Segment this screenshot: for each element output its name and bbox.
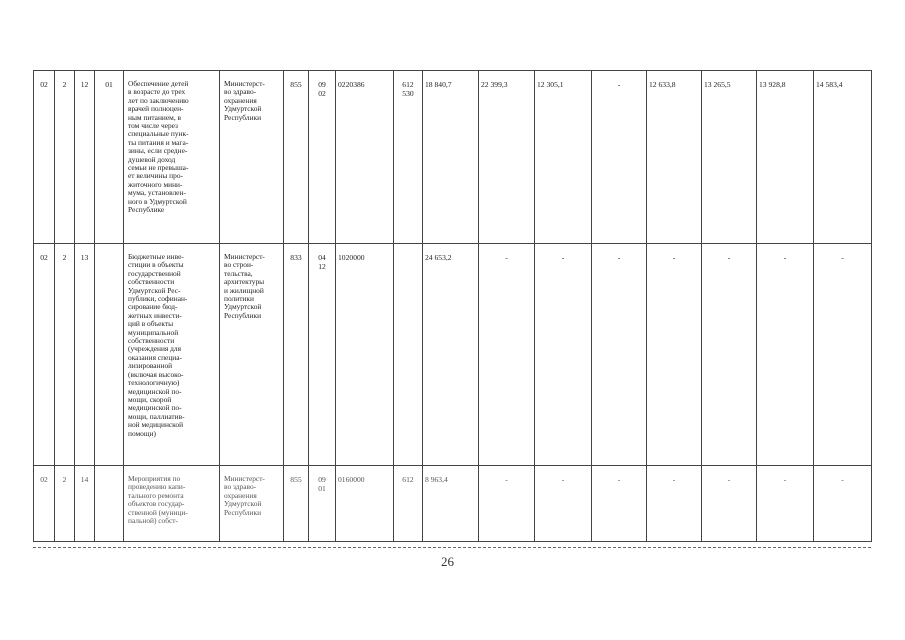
subprogram-code: 2 [55,466,75,542]
vr-code: 612 530 [394,71,423,244]
page-number: 26 [441,554,454,569]
amount-cell: - [757,244,814,466]
amount-cell: - [479,244,535,466]
rzpr-code: 04 12 [309,244,336,466]
subevent-code [95,244,124,466]
event-description: Мероприятия по проведению капи- тального ремонта объектов государ- ственной (муници- пальной) собст- [124,466,220,542]
csr-code: 0160000 [336,466,394,542]
csr-code: 0220386 [336,71,394,244]
grbs-code: 833 [284,244,309,466]
amount-cell: - [647,466,702,542]
amount-cell: - [535,244,592,466]
responsible-ministry: Министерст- во здраво- охранения Удмуртской Республики [220,466,284,542]
amount-cell: 22 399,3 [479,71,535,244]
table-row [34,244,872,466]
amount-cell: - [647,244,702,466]
amount-cell: - [592,244,647,466]
grbs-code: 855 [284,466,309,542]
amount-cell: - [479,466,535,542]
amount-cell: - [757,466,814,542]
event-code: 12 [75,71,95,244]
vr-code: 612 [394,466,423,542]
amount-cell: - [592,71,647,244]
responsible-ministry: Министерст- во строи- тельства, архитектуры и жилищной политики Удмуртской Республики [220,244,284,466]
program-code: 02 [34,466,55,542]
amount-cell: - [592,466,647,542]
event-description: Бюджетные инве- стиции в объекты государственной собственности Удмуртской Рес- публики, софинан- сирование бюд- жетных инвести- ций в объекты муниципальной собственности (учреждения для оказания специа- лизированной (включая высоко- технологичную) медицинской по- мощи, скорой медицинской по- мощи, паллиатив- ной медицинской помощи) [124,244,220,466]
amount-cell: 14 583,4 [814,71,872,244]
amount-cell: - [814,466,872,542]
event-code: 14 [75,466,95,542]
subprogram-code: 2 [55,244,75,466]
amount-cell: 18 840,7 [423,71,479,244]
subevent-code: 01 [95,71,124,244]
budget-table [33,70,872,542]
event-description: Обеспечение детей в возрасте до трех лет по заключению врачей полноцен- ным питанием, в том числе через специальные пунк- ты питания и мага- зины, если средне- душевой доход семьи не превыша- ет величины про- житочного мини- мума, установлен- ного в Удмуртской Республике [124,71,220,244]
responsible-ministry: Министерст- во здраво- охранения Удмуртской Республики [220,71,284,244]
amount-cell: 24 653,2 [423,244,479,466]
amount-cell: 8 963,4 [423,466,479,542]
grbs-code: 855 [284,71,309,244]
rzpr-code: 09 01 [309,466,336,542]
amount-cell: 12 305,1 [535,71,592,244]
amount-cell: 13 265,5 [702,71,757,244]
program-code: 02 [34,244,55,466]
vr-code [394,244,423,466]
page-cut-line [33,547,871,548]
program-code: 02 [34,71,55,244]
amount-cell: - [535,466,592,542]
table-row [34,466,872,542]
rzpr-code: 09 02 [309,71,336,244]
csr-code: 1020000 [336,244,394,466]
table-row [34,71,872,244]
amount-cell: 13 928,8 [757,71,814,244]
amount-cell: - [702,244,757,466]
event-code: 13 [75,244,95,466]
amount-cell: 12 633,8 [647,71,702,244]
subevent-code [95,466,124,542]
subprogram-code: 2 [55,71,75,244]
amount-cell: - [814,244,872,466]
amount-cell: - [702,466,757,542]
